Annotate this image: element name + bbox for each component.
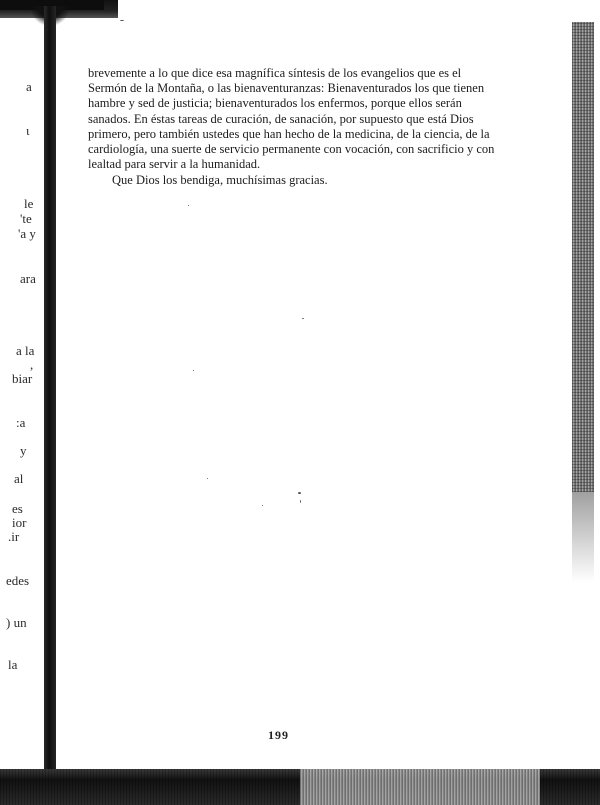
body-paragraph: brevemente a lo que dice esa magnífica síntesis de los evangelios que es el Sermón de la Montaña, o las bienaventuranzas: Bienaventurados los que tienen hambre y sed de justicia; bienaventurados los enfermos, porque ellos serán sanados. En éstas tareas de curación, de sanación, por supuesto que está Dios primero, pero también ustedes que han hecho de la medicina, de la ciencia, de la cardiología, una suerte de servicio permanente con vocación, con sacrificio y con lealtad para servir a la humanidad. <box>88 66 495 172</box>
scan-speck <box>120 20 124 21</box>
page-text-block <box>88 66 498 189</box>
scan-right-edge-shadow <box>572 22 594 492</box>
scan-speck <box>188 205 189 206</box>
scan-speck <box>193 370 194 371</box>
margin-fragment: al <box>14 472 24 486</box>
margin-fragment: es <box>12 502 23 516</box>
scan-right-edge-fade <box>572 492 594 582</box>
margin-fragment: 'te <box>20 212 32 226</box>
binding-spine <box>44 6 56 776</box>
margin-fragment: ι <box>26 124 30 138</box>
margin-fragment: y <box>20 444 27 458</box>
margin-fragment: ior <box>12 516 27 530</box>
closing-paragraph: Que Dios los bendiga, muchísimas gracias. <box>112 173 328 188</box>
scan-speck <box>298 492 301 494</box>
margin-fragment: 'a y <box>18 227 36 241</box>
margin-fragment: .ir <box>8 530 20 544</box>
scan-speck <box>300 500 301 503</box>
margin-fragment: a la <box>16 344 35 358</box>
margin-fragment: le <box>24 197 34 211</box>
margin-fragment: biar <box>12 372 33 386</box>
margin-fragment: , <box>30 358 34 372</box>
scan-speck <box>302 318 304 319</box>
margin-fragment: edes <box>6 574 30 588</box>
margin-fragment: ara <box>20 272 36 286</box>
page-number: 199 <box>268 728 289 742</box>
margin-fragment: a <box>26 80 32 94</box>
margin-fragment: ) un <box>6 616 27 630</box>
margin-fragment: :a <box>16 416 26 430</box>
margin-fragment: la <box>8 658 18 672</box>
scan-bottom-edge-highlight <box>300 769 540 805</box>
scan-speck <box>262 505 263 506</box>
scan-speck <box>207 478 208 479</box>
